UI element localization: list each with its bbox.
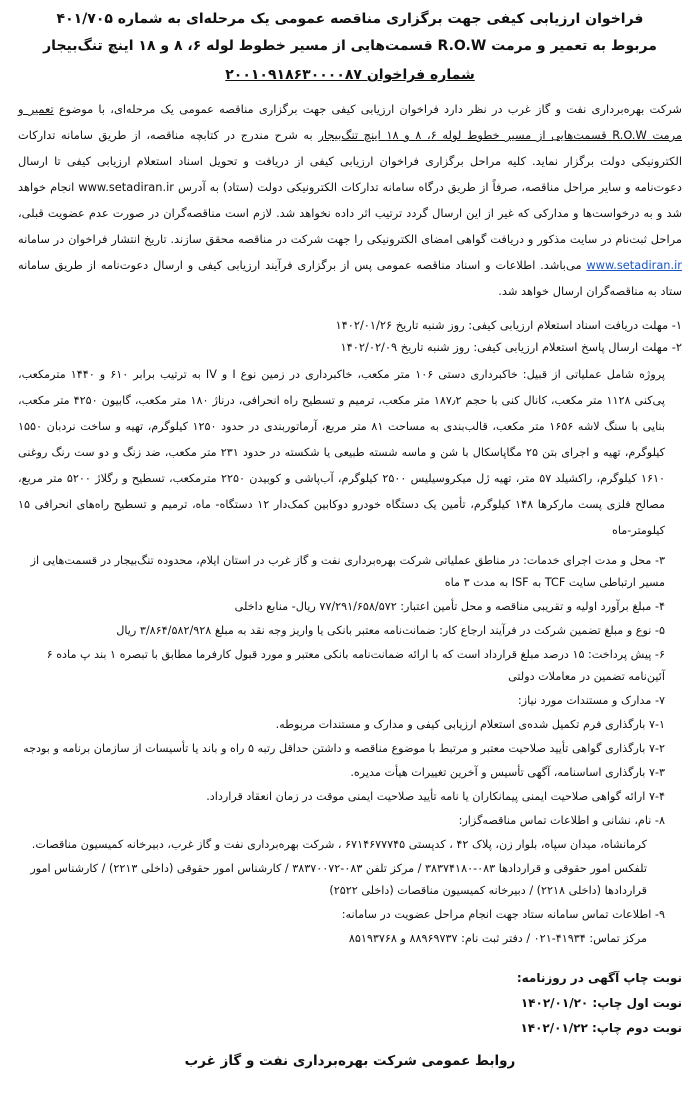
item-5: ۵- نوع و مبلغ تضمین شرکت در فرآیند ارجاع کار: ضمانت‌نامه معتبر بانکی یا واریز وجه نقد به مبلغ ۳/۸۶۴/۵۸۲/۹۲۸ ریال	[116, 624, 665, 637]
setadiran-link[interactable]: www.setadiran.ir	[586, 258, 682, 272]
setad-contact: مرکز تماس: ۴۱۹۳۴-۰۲۱ / دفتر ثبت نام: ۸۸۹۶۹۷۳۷ و ۸۵۱۹۳۷۶۸	[348, 932, 647, 945]
item-7-2: ۷-۲ بارگذاری گواهی تأیید صلاحیت معتبر و مرتبط با موضوع مناقصه و داشتن حداقل رتبه ۵ راه و باند یا تأسیسات از سازمان برنامه و بودجه	[23, 742, 665, 755]
intro-paragraph	[18, 96, 682, 304]
item-3: ۳- محل و مدت اجرای خدمات: در مناطق عملیاتی شرکت بهره‌برداری نفت و گاز غرب در استان ایلام، محدوده تنگ‌بیجار در قسمت‌هایی از مسیر ارتباطی سایت TCF به ISF به مدت ۳ ماه	[30, 554, 665, 589]
print-heading: نوبت چاپ آگهی در روزنامه:	[516, 971, 682, 985]
project-description: پروژه شامل عملیاتی از قبیل: خاکبرداری دستی ۱۰۶ متر مکعب، خاکبرداری در زمین نوع I و IV به ترتیب برابر ۶۱۰ و ۱۴۴۰ مترمکعب، پی‌کنی ۱۱۲۸ متر مکعب، کانال کنی با حجم ۱۸۷٫۲ متر مکعب، ترمیم و تسطیح راه انحرافی، درناژ ۱۸۰ متر مکعب، گابیون ۴۲۵۰ متر مکعب، بنایی با سنگ لاشه ۱۶۵۶ متر مکعب، قالب‌بندی به مساحت ۸۱ متر مربع، آرماتوربندی در حدود ۱۲۵۰ کیلوگرم، تهیه و ساخت نردبان ۱۵۵۰ کیلوگرم، تهیه و اجرای بتن ۲۵ مگاپاسکال با شن و ماسه شسته طبیعی یا شکسته در حدود ۲۳۱ متر مکعب، ضد زنگ و دو ست رنگ روغنی ۱۶۱۰ کیلوگرم، راکشیلد ۵۷ متر، تهیه ژل میکروسیلیس ۲۵۰۰ کیلوگرم، آب‌پاشی و کوبیدن ۲۲۵۰ مترمکعب، تسطیح و رگلاژ ۵۲۰۰ متر مربع، مصالح فلزی پست مارکرها ۱۴۸ کیلوگرم، تأمین یک دستگاه خودرو دوکابین کمک‌دار ۱۲ دستگاه- ماه، ترمیم و تسطیح راه‌های انحرافی ۱۵ کیلومتر-ماه	[18, 368, 666, 537]
item-4: ۴- مبلغ برآورد اولیه و تقریبی مناقصه و محل تأمین اعتبار: ۷۷/۲۹۱/۶۵۸/۵۷۲ ریال- منابع داخلی	[234, 600, 665, 613]
call-number: شماره فراخوان ۲۰۰۱۰۹۱۸۶۳۰۰۰۰۸۷	[225, 67, 475, 83]
tender-subject: تعمیر و مرمت R.O.W قسمت‌هایی از مسیر خطوط لوله ۶، ۸ و ۱۸ اینچ تنگ‌بیجار	[18, 102, 682, 142]
tender-items	[18, 550, 665, 950]
intro-text: می‌باشد. اطلاعات و اسناد مناقصه عمومی پس از برگزاری فرآیند ارزیابی کیفی و ارسال دعوت‌نامه از طریق سامانه ستاد به مناقصه‌گران ارسال خواهد شد.	[18, 258, 682, 298]
item-7-4: ۷-۴ ارائه گواهی صلاحیت ایمنی پیمانکاران یا نامه تأیید صلاحیت ایمنی موقت در زمان انعقاد قرارداد.	[206, 790, 665, 803]
newspaper-print-dates	[18, 966, 682, 1041]
tenderer-address: کرمانشاه، میدان سپاه، بلوار زن، پلاک ۴۲ ، کدپستی ۶۷۱۴۶۷۷۷۴۵ ، شرکت بهره‌برداری نفت و گاز غرب، دبیرخانه کمیسیون مناقصات.	[31, 838, 647, 851]
deadlines	[18, 314, 682, 358]
item-7-1: ۷-۱ بارگذاری فرم تکمیل شده‌ی استعلام ارزیابی کیفی و مدارک و مستندات مربوطه.	[275, 718, 665, 731]
intro-text: انجام خواهد شد و به درخواست‌ها و مدارکی که غیر از این ارسال گردد ترتیب اثر داده نخواهد شد. لازم است مناقصه‌گران در صورت عدم عضویت قبلی، مراحل ثبت‌نام در سایت مذکور و دریافت گواهی امضای الکترونیکی را جهت شرکت در مناقصه محقق سازند. تاریخ انتشار فراخوان در سامانه	[18, 180, 682, 246]
notice-title: فراخوان ارزیابی کیفی جهت برگزاری مناقصه عمومی یک مرحله‌ای به شماره ۴۰۱/۷۰۵	[56, 11, 644, 27]
intro-text: شرکت بهره‌برداری نفت و گاز غرب در نظر دارد فراخوان ارزیابی کیفی جهت برگزاری مناقصه عمومی یک مرحله‌ای، با موضوع	[53, 102, 682, 116]
item-7-3: ۷-۳ بارگذاری اساسنامه، آگهی تأسیس و آخرین تغییرات هیأت مدیره.	[350, 766, 665, 779]
item-8: ۸- نام، نشانی و اطلاعات تماس مناقصه‌گزار:	[458, 814, 665, 827]
deadline-item: ۲- مهلت ارسال پاسخ استعلام ارزیابی کیفی: روز شنبه تاریخ ۱۴۰۲/۰۲/۰۹	[340, 340, 682, 354]
footer-signature: روابط عمومی شرکت بهره‌برداری نفت و گاز غرب	[184, 1053, 516, 1069]
item-7: ۷- مدارک و مستندات مورد نیاز:	[517, 694, 665, 707]
setadiran-url: www.setadiran.ir	[78, 180, 174, 194]
first-print-date: نوبت اول چاپ: ۱۴۰۲/۰۱/۲۰	[520, 996, 682, 1010]
intro-text: به شرح مندرج در کتابچه مناقصه، از طریق سامانه تدارکات الکترونیکی دولت برگزار نماید. کلیه مراحل برگزاری فراخوان ارزیابی کیفی از دریافت و تحویل اسناد استعلام ارزیابی کیفی تا ارسال دعوت‌نامه و سایر مراحل مناقصه، صرفاً از طریق درگاه سامانه تدارکات الکترونیکی دولت (ستاد) به آدرس	[18, 128, 683, 194]
notice-subtitle: مربوط به تعمیر و مرمت R.O.W قسمت‌هایی از مسیر خطوط لوله ۶، ۸ و ۱۸ اینچ تنگ‌بیجار	[43, 38, 657, 54]
tenderer-phones: تلفکس امور حقوقی و قراردادها ۰۸۳-۳۸۳۷۴۱۸۰ / مرکز تلفن ۰۸۳-۳۸۳۷۰۰۷۲ / کارشناس امور حقوقی (داخلی ۲۲۱۳) / کارشناس امور قراردادها (داخلی ۲۲۱۸) / دبیرخانه کمیسیون مناقصات (داخلی ۲۵۲۲)	[30, 862, 647, 897]
deadline-item: ۱- مهلت دریافت اسناد استعلام ارزیابی کیفی: روز شنبه تاریخ ۱۴۰۲/۰۱/۲۶	[335, 318, 682, 332]
item-9: ۹- اطلاعات تماس سامانه ستاد جهت انجام مراحل عضویت در سامانه:	[341, 908, 665, 921]
item-6: ۶- پیش پرداخت: ۱۵ درصد مبلغ قرارداد است که با ارائه ضمانت‌نامه بانکی معتبر و مورد قبول کارفرما مطابق با تبصره ۱ بند پ ماده ۶ آئین‌نامه تضمین در معاملات دولتی	[46, 648, 665, 683]
second-print-date: نوبت دوم چاپ: ۱۴۰۲/۰۱/۲۲	[520, 1021, 682, 1035]
